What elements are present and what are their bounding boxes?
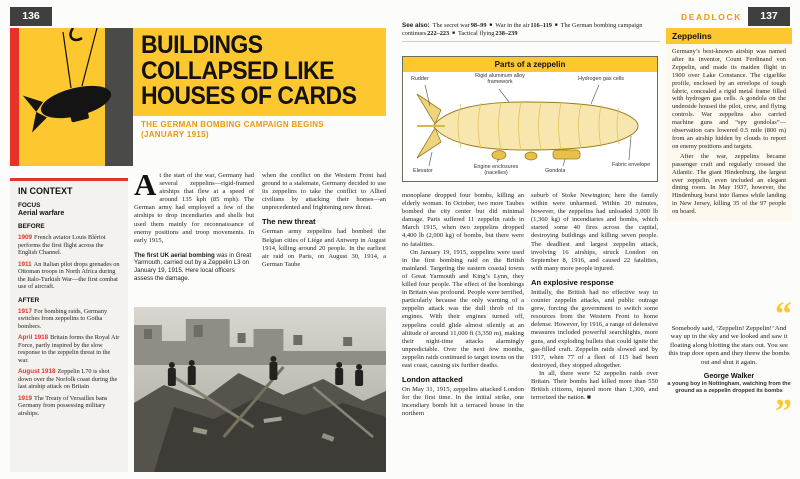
quote-text: Somebody said, ‘Zeppelin! Zeppelin!’ And way up in the sky and we looked and saw it floating along blotting the stars out. You see this trap door open and they threw the bombs out and shut it again.	[668, 325, 790, 366]
chapter-subtitle-line-1: THE GERMAN BOMBING CAMPAIGN BEGINS	[141, 120, 324, 129]
chapter-title-line-3: HOUSES OF CARDS	[141, 82, 357, 110]
zeppelins-sidebar	[666, 28, 792, 221]
pull-quote	[666, 296, 792, 430]
zeppelin-diagram	[402, 56, 658, 182]
paragraph: On May 31, 1915, zeppelins attacked London for the first time. In the initial strike, one incendiary bomb hit a terraced house in the northern	[402, 386, 524, 418]
paragraph: German army zeppelins had bombed the Belgian cities of Liége and Antwerp in August 1914, killing around 20 people. In the earliest air raid on Paris, on August 30, 1914, a German Taube	[262, 228, 386, 268]
focus-label: FOCUS	[18, 202, 41, 209]
in-context-heading: IN CONTEXT	[18, 186, 73, 196]
before-label: BEFORE	[18, 223, 45, 230]
timeline-entry	[18, 368, 120, 391]
page-number-left: 136	[10, 7, 52, 26]
sidebar-paragraph: Germany’s best-known airship was named after its inventor, Count Ferdinand von Zeppelin, and made its maiden flight in 1900 over Lake Constance. The cigarlike profile, enclosed by an envelope of tough fabric, concealed a rigid metal frame filled with hydrogen gas cells. A gondola on the underside housed the pilot, crew, and flying controls. War zeppelins also carried machine guns and “spy gondolas”—observation cars lowered 0.5 mile (800 m) from an airship hidden by clouds to report on enemy positions and targets.	[672, 48, 786, 150]
in-context-panel	[10, 178, 128, 472]
paragraph: On January 19, 1915, zeppelins were used in the first bombing raid on the British mainland. Targeting the eastern coastal towns of Great Yarmouth and King’s Lynn, they killed four people. The effect of the bombings in Britain was profound. People were terrified, particularly because the only warning of a zeppelin attack was the dull throb of its engines. With their engines turned off, zeppelins could glide almost silently at an altitude of around 11,000 ft (3,350 m), making their night-time attacks alarmingly unpredictable. Over the next few months, zeppelin raids continued to target towns on the east coast, causing six further deaths.	[402, 248, 524, 369]
open-quote-icon: “	[775, 296, 792, 333]
diagram-label-engines: Engine enclosures (nacelles)	[473, 164, 519, 177]
article-column-3	[402, 192, 524, 418]
focus-value: Aerial warfare	[18, 210, 65, 217]
timeline-text: For bombing raids, Germany switches from zeppelins to Gotha bombers.	[18, 307, 108, 330]
drop-cap: A	[134, 167, 157, 202]
timeline-text: French aviator Louis Blériot performs the first flight across the English Channel.	[18, 234, 106, 256]
sidebar-paragraph: After the war, zeppelins became passenger craft and regularly crossed the Atlantic. The giant Hindenburg, the largest ever zeppelin, even included an elegant dining room. In May 1937, however, the Hindenburg burst into flames while landing in New Jersey, killing 35 of the 97 people on board.	[672, 152, 786, 216]
subheading-explosive-response: An explosive response	[531, 277, 614, 287]
caption-rest: was in Great Yarmouth, carried out by a Zeppelin L3 on January 19, 1915. Here local officers assess the damage.	[134, 251, 252, 282]
timeline-date: 1911	[18, 260, 32, 268]
page-number-right: 137	[748, 7, 790, 26]
see-also-item: The secret war	[432, 22, 470, 29]
hanging-zeppelin-icon	[19, 28, 133, 166]
timeline-date: 1909	[18, 234, 33, 241]
bw-photo-graphic	[134, 307, 386, 472]
see-also-pages: 98–99	[470, 22, 487, 29]
see-also-pages: 116–119	[530, 22, 552, 29]
see-also-bar	[402, 22, 660, 42]
paragraph: suburb of Stoke Newington; here the family within were unharmed. Within 20 minutes, however, the zeppelins had unloaded 3,000 lb (1,360 kg) of incendiaries and bombs, which started some 40 fires across the capital, destroying buildings and killing seven people. The deadliest and largest zeppelin attack, involving 16 airships, struck London on September 8, 1916, and caused 22 fatalities, with many more people injured.	[531, 192, 658, 272]
bullet-icon: ■	[554, 22, 558, 27]
diagram-label-gondola: Gondola	[545, 168, 566, 174]
see-also-label: See also:	[402, 22, 430, 29]
timeline-text: Britain forms the Royal Air Force, partly inspired by the slow response to the zeppelin threat in the war.	[18, 334, 120, 364]
timeline-entry	[18, 308, 120, 331]
timeline-text: Zeppelin L70 is shot down over the Norfolk coast during the last airship attack on Britain	[18, 368, 118, 390]
see-also-item: The German bombing campaign continues	[402, 22, 643, 37]
chapter-subtitle	[141, 120, 391, 140]
quote-author: George Walker	[703, 371, 755, 381]
bullet-icon: ■	[489, 22, 493, 27]
quote-attribution: a young boy in Nottingham, watching from the ground as a zeppelin dropped its bombs	[667, 381, 791, 394]
see-also-item: Tactical flying	[457, 30, 495, 37]
close-quote-icon: ”	[775, 392, 792, 430]
timeline-entry	[18, 234, 120, 257]
diagram-label-envelope: Fabric envelope	[611, 162, 651, 168]
paragraph: monoplane dropped four bombs, killing an elderly woman. In October, two more Taubes bombed the city center but did minimal damage. Paris suffered 11 zeppelin raids in March 1915, when two zeppelins dropped 4,400 lb (2,000 kg) of bombs, but there were no fatalities.	[402, 192, 524, 248]
diagram-title: Parts of a zeppelin	[403, 57, 657, 72]
diagram-label-gas-cells: Hydrogen gas cells	[578, 76, 624, 82]
timeline-date: April 1918	[18, 334, 49, 341]
hanging-zeppelin-illustration	[19, 28, 133, 166]
see-also-item: War in the air	[495, 22, 530, 29]
diagram-label-rudder: Rudder	[411, 76, 429, 82]
subheading-london-attacked: London attacked	[402, 375, 463, 385]
caption-lead: The first UK aerial bombing	[134, 251, 215, 259]
chapter-title	[133, 28, 386, 116]
paragraph: In all, there were 52 zeppelin raids over Britain. Their bombs had killed more than 550 British citizens, injured more than 1,300, and terrorized the nation. ■	[531, 369, 658, 402]
article-column-4	[531, 192, 658, 402]
photo-great-yarmouth-damage	[134, 307, 386, 472]
paragraph-text: t the start of the war, Germany had several zeppelins—rigid-framed airships that flew at a speed of around 135 kph (85 mph). The German army had employed a few of the airships to drop incendiaries and shells but used them mainly for reconnaissance of enemy positions and troop movements. In early 1915,	[134, 172, 254, 244]
diagram-body	[403, 72, 657, 181]
timeline-text: An Italian pilot drops grenades on Ottoman troops in North Africa during the Italo-Turkish War—the first combat use of aircraft.	[18, 260, 120, 290]
section-title: DEADLOCK	[681, 12, 742, 22]
paragraph: Initially, the British had no effective way to counter zeppelin attacks, and public outrage grew, forcing the government to switch some resources from the Western Front to home defense. However, by 1916, a range of defensive measures included powerful searchlights, more guns, and exploding bullets that could ignite the gas-filled craft. Zeppelin raids slowed and by 1917, when 77 of a fleet of 115 had been destroyed, they stopped altogether.	[531, 288, 658, 369]
subheading-new-threat: The new threat	[262, 217, 316, 227]
timeline-date: August 1918	[18, 368, 56, 375]
chapter-subtitle-line-2: (JANUARY 1915)	[141, 130, 209, 139]
photo-caption	[134, 252, 254, 282]
diagram-label-elevator: Elevator	[413, 168, 433, 174]
article-column-2	[262, 172, 386, 269]
see-also-pages: 222–223	[427, 30, 450, 37]
paragraph	[134, 167, 254, 245]
timeline-text: The Treaty of Versailles bans Germany from possessing military airships.	[18, 394, 108, 417]
diagram-label-framework: Rigid aluminum alloy framework	[475, 73, 525, 86]
paragraph: when the conflict on the Western Front had ground to a stalemate, Germany decided to use its zeppelins to take the conflict to Allied civilians by attacking their homes—an unprecedented and frightening new threat.	[262, 172, 386, 212]
chapter-title-line-2: COLLAPSED LIKE	[141, 56, 334, 85]
zeppelins-sidebar-heading: Zeppelins	[666, 28, 792, 44]
chapter-title-line-1: BUILDINGS	[141, 31, 263, 59]
red-accent-bar	[10, 28, 19, 166]
timeline-date: 1919	[18, 394, 33, 402]
article-column-1	[134, 167, 254, 282]
timeline-entry	[18, 395, 120, 418]
timeline-date: 1917	[18, 307, 33, 315]
timeline-entry	[18, 334, 120, 364]
see-also-pages: 238–239	[495, 30, 518, 37]
bullet-icon: ■	[452, 30, 455, 35]
timeline-entry	[18, 261, 120, 291]
after-label: AFTER	[18, 296, 40, 304]
